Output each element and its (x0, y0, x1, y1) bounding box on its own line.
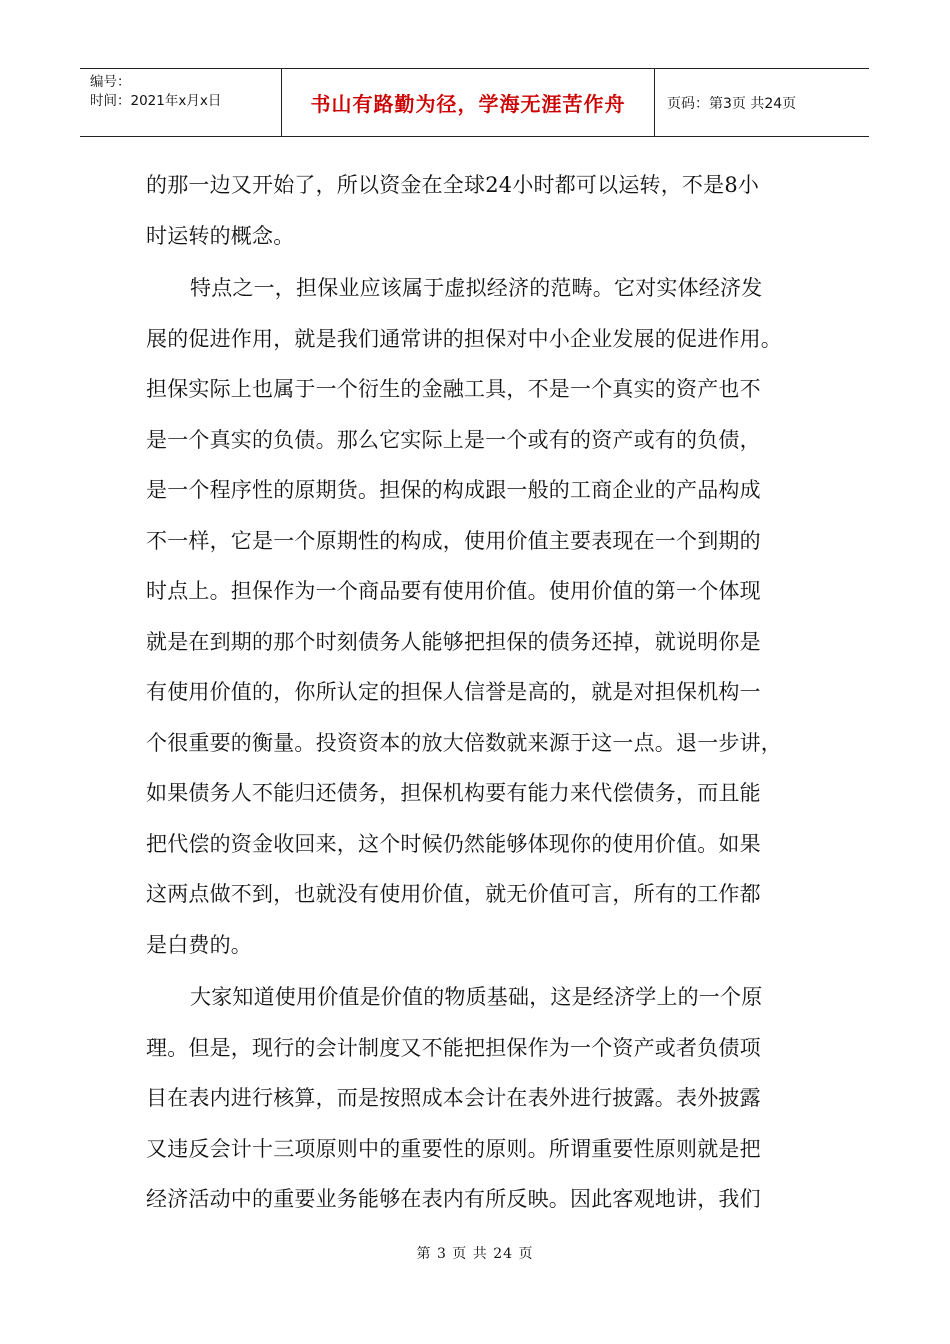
text-line: 是白费的。 (146, 932, 252, 957)
header-meta (80, 69, 282, 136)
text-line: 是一个真实的负债。那么它实际上是一个或有的资产或有的负债， (146, 427, 761, 452)
text-line: 这两点做不到，也就没有使用价值，就无价值可言，所有的工作都 (146, 882, 761, 906)
page-header (80, 68, 869, 137)
text-line: 又违反会计十三项原则中的重要性的原则。所谓重要性原则就是把 (146, 1136, 761, 1161)
text-line: 不一样，它是一个原期性的构成，使用价值主要表现在一个到期的 (146, 528, 761, 553)
text-line: 有使用价值的，你所认定的担保人信誉是高的，就是对担保机构一 (146, 680, 761, 704)
document-number-label: 编号： (90, 74, 131, 90)
header-page-info: 页码：第3页 共24页 (667, 95, 797, 112)
text-line: 的那一边又开始了，所以资金在全球24小时都可以运转，不是8小 (146, 173, 760, 197)
text-line: 特点之一，担保业应该属于虚拟经济的范畴。它对实体经济发 (190, 276, 763, 300)
text-line: 如果债务人不能归还债务，担保机构要有能力来代偿债务，而且能 (146, 781, 761, 805)
text-line: 经济活动中的重要业务能够在表内有所反映。因此客观地讲，我们 (146, 1187, 761, 1211)
text-line: 目在表内进行核算，而是按照成本会计在表外进行披露。表外披露 (146, 1086, 761, 1110)
document-time: 时间：2021年x月x日 (90, 93, 222, 109)
text-line: 担保实际上也属于一个衍生的金融工具，不是一个真实的资产也不 (146, 377, 761, 401)
text-line: 展的促进作用，就是我们通常讲的担保对中小企业发展的促进作用。 (146, 326, 782, 351)
text-line: 理。但是，现行的会计制度又不能把担保作为一个资产或者负债项 (146, 1035, 761, 1060)
text-line: 时点上。担保作为一个商品要有使用价值。使用价值的第一个体现 (146, 579, 761, 603)
text-line: 大家知道使用价值是价值的物质基础，这是经济学上的一个原 (190, 985, 763, 1009)
text-line: 就是在到期的那个时刻债务人能够把担保的债务还掉，就说明你是 (146, 629, 761, 654)
text-line: 是一个程序性的原期货。担保的构成跟一般的工商企业的产品构成 (146, 478, 761, 502)
document-body (146, 160, 811, 1225)
text-line: 把代偿的资金收回来，这个时候仍然能够体现你的使用价值。如果 (146, 831, 761, 856)
text-line: 时运转的概念。 (146, 223, 295, 248)
text-line: 个很重要的衡量。投资资本的放大倍数就来源于这一点。退一步讲， (146, 730, 782, 755)
page-footer: 第 3 页 共 24 页 (416, 1246, 534, 1262)
header-motto: 书山有路勤为径，学海无涯苦作舟 (282, 69, 655, 136)
